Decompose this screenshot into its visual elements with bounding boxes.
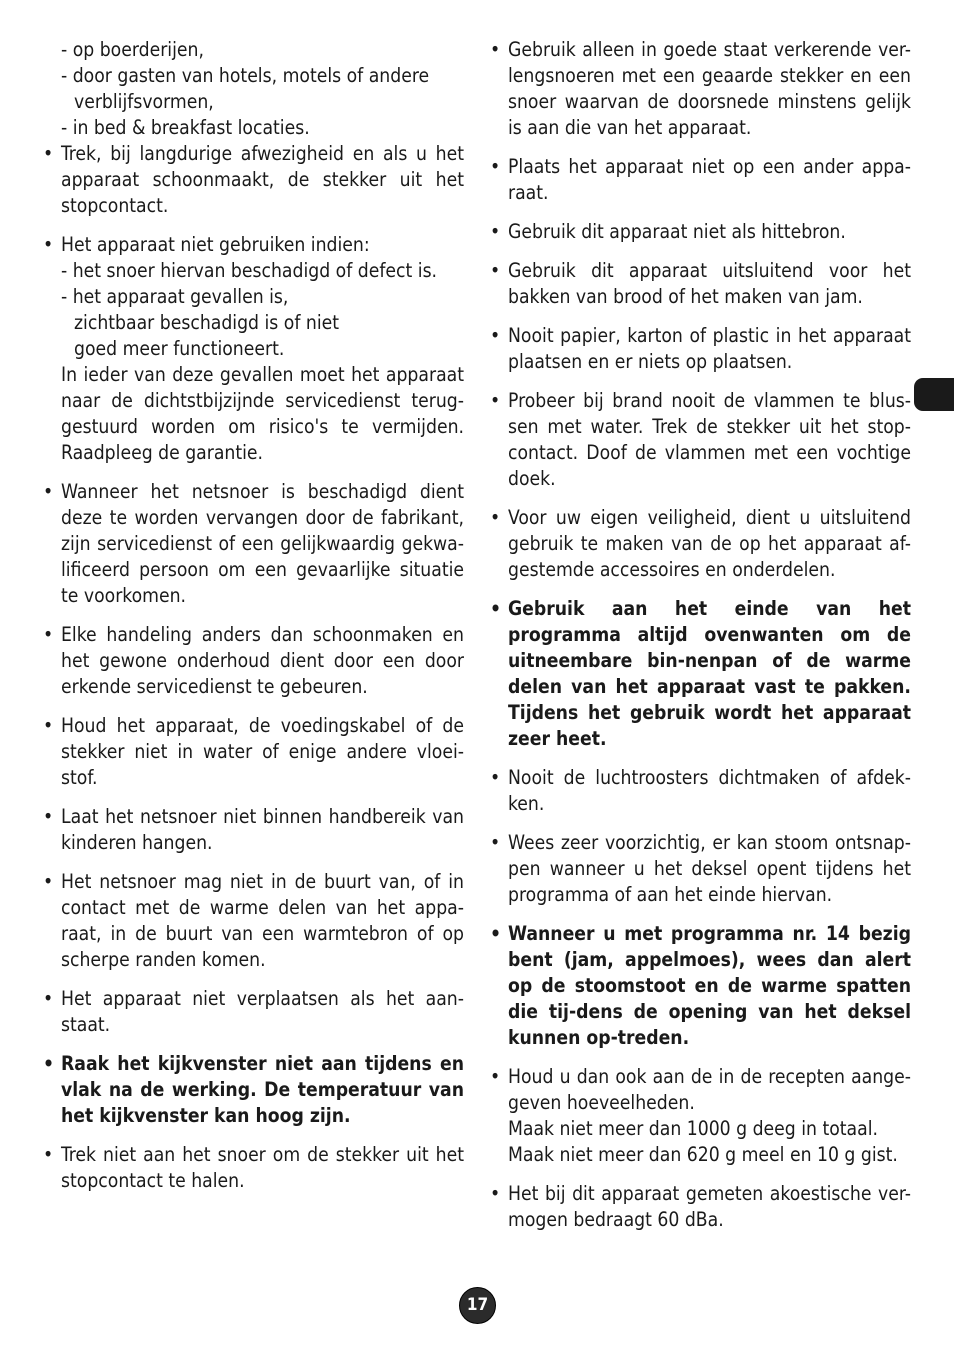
item-text: Wees zeer voorzichtig, er kan stoom ontsnap-pen wanneer u het deksel opent tijdens het programma of aan het einde hiervan.	[508, 831, 911, 906]
list-item	[490, 830, 911, 908]
bullet: •	[490, 1065, 501, 1088]
item-text: Laat het netsnoer niet binnen handbereik van kinderen hangen.	[61, 805, 464, 854]
bullet: •	[43, 987, 54, 1010]
bullet: •	[490, 220, 501, 243]
list-item	[43, 1142, 464, 1194]
bullet: •	[43, 1052, 55, 1075]
item-text: Voor uw eigen veiligheid, dient u uitsluitend gebruik te maken van de op het apparaat af-gestemde accessoires en onderdelen.	[508, 506, 911, 581]
list-item	[490, 388, 911, 492]
page-number-badge	[459, 1287, 496, 1324]
item-text: Gebruik dit apparaat uitsluitend voor het bakken van brood of het maken van jam.	[508, 259, 911, 308]
bullet: •	[490, 597, 502, 620]
list-item	[490, 37, 911, 141]
warning-item	[43, 1051, 464, 1129]
bullet: •	[490, 831, 501, 854]
bullet: •	[490, 259, 501, 282]
list-item	[490, 1181, 911, 1233]
bullet: •	[490, 155, 501, 178]
bullet: •	[43, 480, 54, 503]
bullet: •	[43, 142, 54, 165]
bullet: •	[490, 506, 501, 529]
item-text: Trek niet aan het snoer om de stekker uit het stopcontact te halen.	[61, 1143, 464, 1192]
item-after-text: In ieder van deze gevallen moet het apparaat naar de dichtstbijzijnde servicedienst terug-gestuurd worden om risico's te vermijden. Raadpleeg de garantie.	[61, 363, 464, 464]
list-item	[43, 986, 464, 1038]
item-text: Probeer bij brand nooit de vlammen te blus-sen met water. Trek de stekker uit het stop-contact. Doof de vlammen met een vochtige doek.	[508, 389, 911, 490]
dash-item: - het apparaat gevallen is, zichtbaar beschadigd is of niet goed meer functioneert.	[61, 285, 340, 360]
item-text: Plaats het apparaat niet op een ander appa-raat.	[508, 155, 911, 204]
list-item	[43, 232, 464, 466]
dash-item: - door gasten van hotels, motels of andere verblijfsvormen,	[61, 64, 430, 113]
item-text: Raak het kijkvenster niet aan tijdens en vlak na de werking. De temperatuur van het kijkvenster kan hoog zijn.	[61, 1052, 464, 1127]
list-item	[490, 1064, 911, 1168]
list-item	[490, 505, 911, 583]
item-text: Wanneer u met programma nr. 14 bezig bent (jam, appelmoes), wees dan alert op de stoomstoot en de warme spatten die tij-dens de opening van het deksel kunnen op-treden.	[508, 922, 911, 1049]
item-text: Gebruik alleen in goede staat verkerende ver-lengsnoeren met een geaarde stekker en een snoer waarvan de doorsnede minstens gelijk is aan die van het apparaat.	[508, 38, 911, 139]
dash-item: - op boerderijen,	[61, 38, 204, 61]
bullet: •	[490, 324, 501, 347]
list-item	[490, 219, 911, 245]
bullet: •	[43, 805, 54, 828]
item-text: Het netsnoer mag niet in de buurt van, of in contact met de warme delen van het appa-raat, in de buurt van een warmtebron of op scherpe randen komen.	[61, 870, 464, 971]
bullet: •	[490, 766, 501, 789]
page-number: 17	[466, 1295, 489, 1315]
list-item	[43, 804, 464, 856]
dash-item: - het snoer hiervan beschadigd of defect is.	[61, 259, 438, 282]
bullet: •	[43, 233, 54, 256]
list-item	[43, 869, 464, 973]
bullet: •	[43, 870, 54, 893]
bullet: •	[43, 623, 54, 646]
item-text: Gebruik dit apparaat niet als hittebron.	[508, 220, 846, 243]
item-extra-line: Maak niet meer dan 1000 g deeg in totaal.	[508, 1117, 878, 1140]
item-text: Het apparaat niet gebruiken indien:	[61, 233, 370, 256]
right-column	[490, 37, 911, 1246]
bullet: •	[43, 714, 54, 737]
left-column	[43, 37, 464, 1207]
item-text: Houd het apparaat, de voedingskabel of de stekker niet in water of enige andere vloei-stof.	[61, 714, 464, 789]
warning-item	[490, 596, 911, 752]
list-item	[490, 323, 911, 375]
item-text: Het apparaat niet verplaatsen als het aan-staat.	[61, 987, 464, 1036]
item-text: Nooit de luchtroosters dichtmaken of afdek-ken.	[508, 766, 911, 815]
dash-item: - in bed & breakfast locaties.	[61, 116, 310, 139]
item-text: Elke handeling anders dan schoonmaken en het gewone onderhoud dient door een door erkende servicedienst te gebeuren.	[61, 623, 464, 698]
list-item	[43, 713, 464, 791]
item-text: Nooit papier, karton of plastic in het apparaat plaatsen en er niets op plaatsen.	[508, 324, 911, 373]
bullet: •	[490, 922, 502, 945]
intro-dash-list	[43, 37, 464, 141]
warning-item	[490, 921, 911, 1051]
item-extra-line: Maak niet meer dan 620 g meel en 10 g gist.	[508, 1143, 898, 1166]
item-text: Wanneer het netsnoer is beschadigd dient deze te worden vervangen door de fabrikant, zijn servicedienst of een gelijkwaardig gekwa-lificeerd persoon om een gevaarlijke situatie te voorkomen.	[61, 480, 464, 607]
bullet: •	[490, 389, 501, 412]
list-item	[43, 141, 464, 219]
item-text: Trek, bij langdurige afwezigheid en als u het apparaat schoonmaakt, de stekker uit het stopcontact.	[61, 142, 464, 217]
item-text: Het bij dit apparaat gemeten akoestische ver-mogen bedraagt 60 dBa.	[508, 1182, 911, 1231]
bullet: •	[43, 1143, 54, 1166]
list-item	[43, 622, 464, 700]
list-item	[43, 479, 464, 609]
list-item	[490, 765, 911, 817]
list-item	[490, 154, 911, 206]
item-text: Houd u dan ook aan de in de recepten aange-geven hoeveelheden.	[508, 1065, 911, 1114]
bullet: •	[490, 38, 501, 61]
list-item	[490, 258, 911, 310]
item-text: Gebruik aan het einde van het programma altijd ovenwanten om de uitneembare bin-nenpan of de warme delen van het apparaat vast te pakken. Tijdens het gebruik wordt het apparaat zeer heet.	[508, 597, 911, 750]
language-tab-marker	[914, 378, 954, 411]
bullet: •	[490, 1182, 501, 1205]
